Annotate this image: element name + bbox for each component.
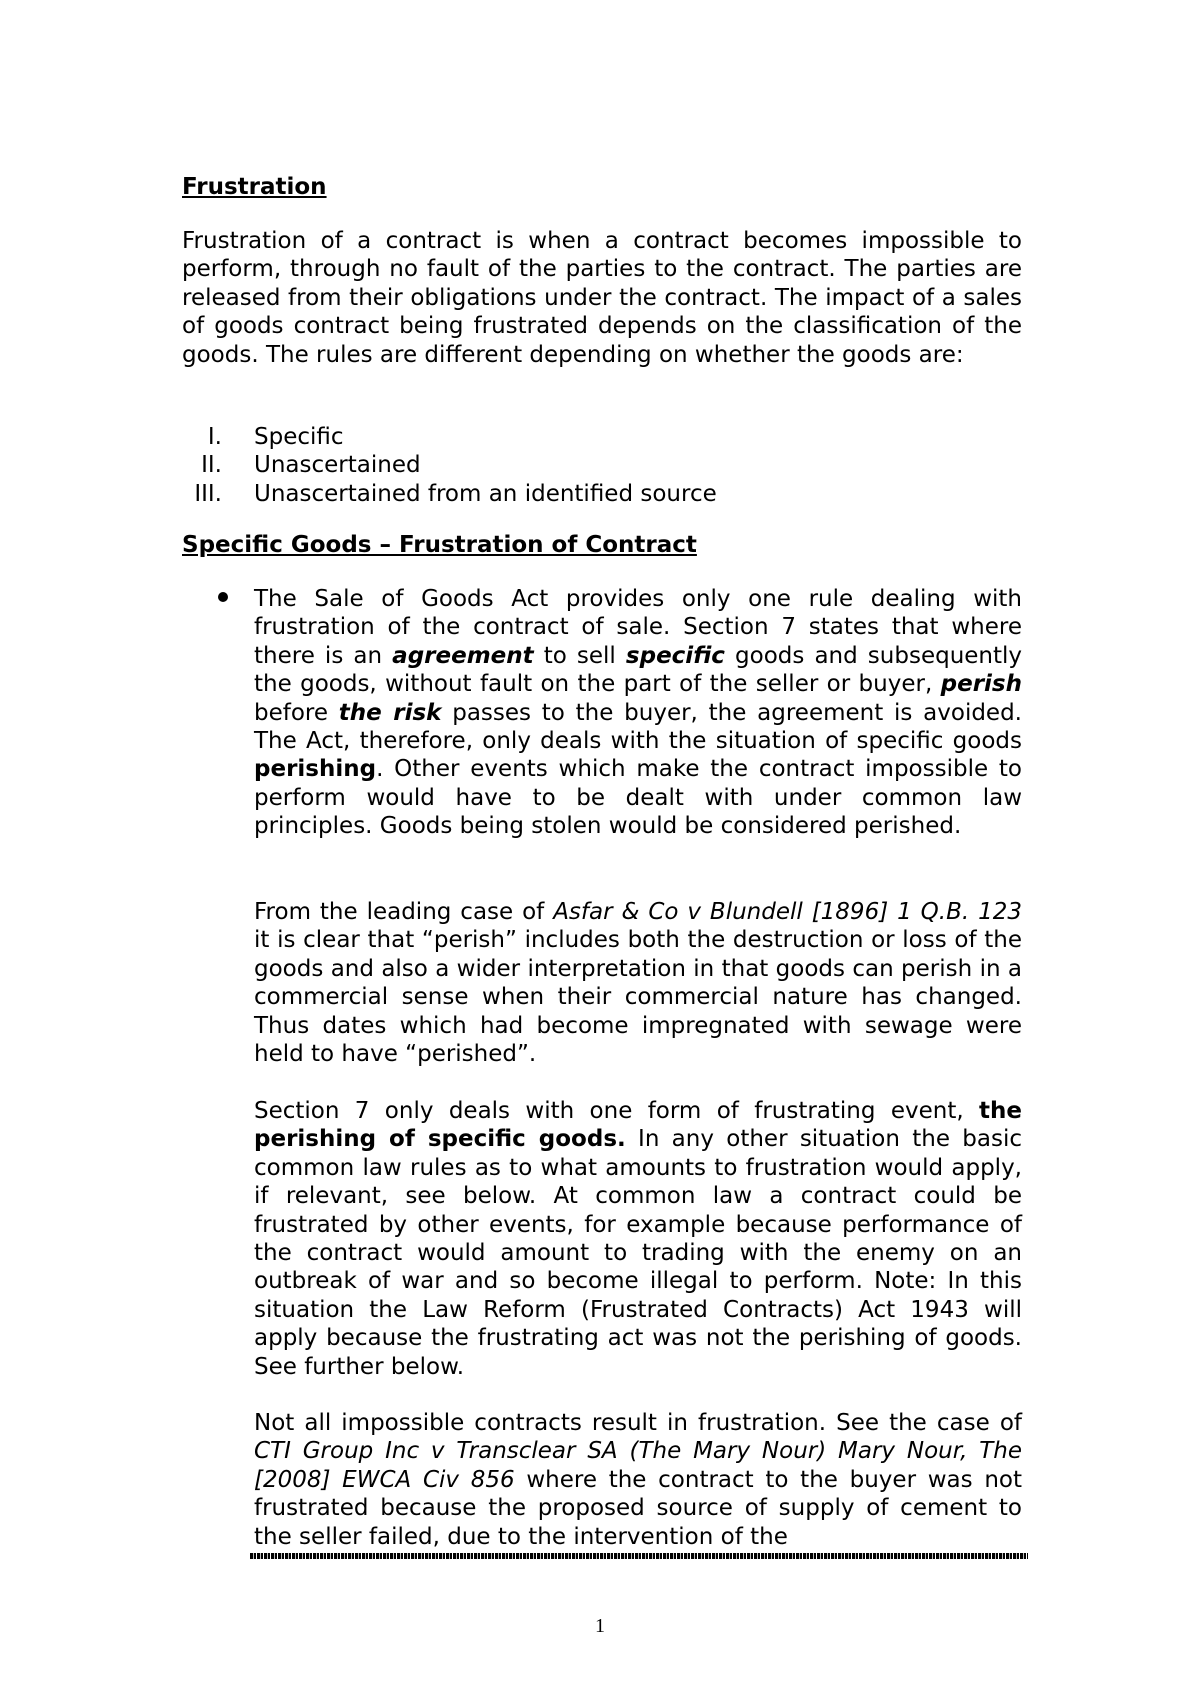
text-run: In any other situation the basic common law rules as to what amounts to frustration would apply, if relevant, see below. At common law a contract could be frustrated by other events, for example because performance of the contract would amount to trading with the enemy on an outbreak of war and so become illegal to perform. Note: In this situation the Law Reform (Frustrated Contracts) Act 1943 will apply because the frustrating act was not the perishing of goods. See further below. xyxy=(254,1126,1022,1380)
document-title: Frustration xyxy=(182,174,327,200)
emphasis-perish: perish xyxy=(940,671,1022,698)
page-number: 1 xyxy=(595,1615,605,1637)
bullet-icon xyxy=(218,592,228,602)
section-7-paragraph xyxy=(254,585,1022,841)
list-label: Specific xyxy=(254,424,344,450)
list-label: Unascertained from an identified source xyxy=(254,480,717,507)
list-numeral: II. xyxy=(201,452,222,479)
text-run: before xyxy=(254,699,339,726)
text-run: it is clear that “perish” includes both the destruction or loss of the goods and also a wider interpretation in that goods can perish in a commercial sense when their commercial nature has changed. Thus dates which had become impregnated with sewage were held to have “perished”. xyxy=(254,927,1022,1068)
text-run: goods and subsequently the goods, without fault on the part of the seller or buyer, xyxy=(254,642,1023,698)
emphasis-the-risk: the risk xyxy=(338,699,442,726)
intro-paragraph: Frustration of a contract is when a contract becomes impossible to perform, through no fault of the parties to the contract. The parties are released from their obligations under the contract. The impact of a sales of goods contract being frustrated depends on the classification of the goods. The rules are different depending on whether the goods are: xyxy=(182,228,1022,368)
text-run: passes to the buyer, the agreement is avoided. The Act, therefore, only deals with the situation of specific goods xyxy=(254,699,1022,755)
emphasis-perishing: perishing xyxy=(254,756,377,783)
list-numeral: I. xyxy=(207,424,222,450)
emphasis-specific: specific xyxy=(625,642,725,669)
emphasis-agreement: agreement xyxy=(392,642,534,669)
text-run: where the contract to the buyer was not frustrated because the proposed source of supply of cement to the seller failed, due to the intervention of the xyxy=(254,1466,1022,1550)
section-heading: Specific Goods – Frustration of Contract xyxy=(182,532,697,558)
text-run: From the leading case of xyxy=(254,899,554,925)
text-run: . Other events which make the contract impossible to perform would have to be dealt with under common law principles. Goods being stolen would be considered perished. xyxy=(254,756,1022,840)
case-citation: Asfar & Co v Blundell [1896] 1 Q.B. 123 xyxy=(553,899,1022,925)
impossible-contracts-paragraph xyxy=(254,1409,1022,1551)
leading-case-paragraph xyxy=(254,898,1022,1068)
list-numeral: III. xyxy=(194,480,222,507)
list-label: Unascertained xyxy=(254,452,421,479)
text-run: to sell xyxy=(533,642,626,669)
footer-divider xyxy=(250,1553,1028,1559)
common-law-paragraph xyxy=(254,1097,1022,1381)
text-run: The Sale of Goods Act provides only one rule dealing with frustration of the contract of sale. Section 7 states that where there is an xyxy=(254,586,1022,669)
text-run: Not all impossible contracts result in frustration. See the case of xyxy=(254,1410,1022,1436)
case-citation: CTI Group Inc v Transclear SA (The Mary Nour) Mary Nour, The [2008] EWCA Civ 856 xyxy=(254,1438,1022,1493)
text-run: Section 7 only deals with one form of frustrating event, xyxy=(254,1098,980,1124)
emphasis-perishing-of-specific-goods: the perishing of specific goods. xyxy=(254,1098,1022,1153)
